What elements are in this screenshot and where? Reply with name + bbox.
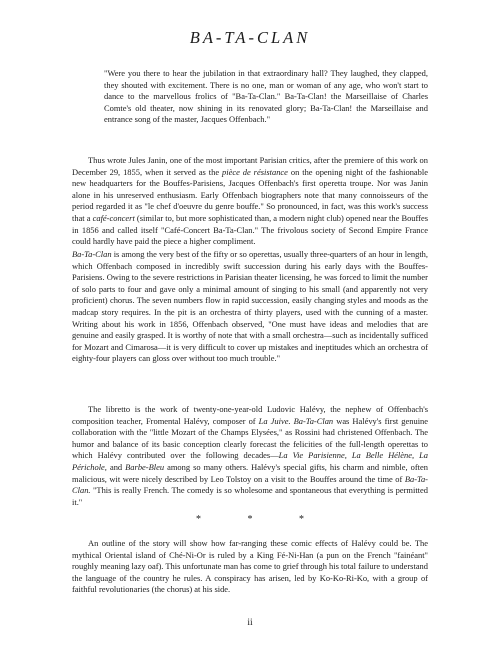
paragraph-janin bbox=[72, 155, 428, 248]
text-run: "This is really French. The comedy is so wholesome and spontaneous that everything is permitted it." bbox=[72, 485, 428, 507]
italic-run: La Juive. Ba-Ta-Clan bbox=[258, 415, 334, 426]
text-run: (similar to, but more sophisticated than, a modern night club) opened near the Bouffes in 1856 and called itself "Café-Concert Ba-Ta-Clan." The frivolous society of Second Empire France could hardly have paid the piece a higher compliment. bbox=[72, 212, 429, 247]
text-run: on the opening night of the fashionable new headquarters for the Bouffes-Parisiens, Jacques Offenbach's first operetta troupe. Nor was Janin alone in his unreserved enthusiasm. Early Offenbach biographers note that many connoisseurs of the period regarded it as "le chef d'oeuvre du genre bouffe." So pronounced, in fact, was this work's success that a bbox=[72, 166, 428, 223]
italic-run: pièce de résistance bbox=[222, 166, 288, 177]
paragraph-libretto bbox=[72, 404, 428, 508]
italic-run: Barbe-Bleu bbox=[125, 461, 165, 472]
text-run: and bbox=[106, 461, 126, 472]
text-run: was Halévy's first genuine collaboration with the "little Mozart of the Champs Elysées," as Rossini had christened Offenbach. The humor and balance of its basic conception clearly forecast the felicities of the full-length operettas to which Halévy contributed over the following decades— bbox=[72, 415, 429, 461]
text-run: Thus wrote Jules Janin, one of the most important Parisian critics, after the premiere of this work on December 29, 1855, when it served as the bbox=[72, 155, 428, 177]
page-number: ii bbox=[247, 618, 253, 628]
italic-run: La Vie Parisienne, La Belle Hélène, La Périchole, bbox=[72, 450, 428, 472]
text-run: The libretto is the work of twenty-one-year-old Ludovic Halévy, the nephew of Offenbach's composition teacher, Fromental Halévy, composer of bbox=[72, 404, 428, 426]
section-divider: * * * bbox=[196, 514, 326, 525]
italic-run: Ba-Ta-Clan. bbox=[72, 473, 428, 496]
text-run: among so many others. Halévy's special gifts, his charm and nimble, often malicious, wit were nicely described by Leo Tolstoy on a visit to the Bouffes around the time of bbox=[72, 461, 428, 484]
paragraph-story-outline: An outline of the story will show how far-ranging these comic effects of Halévy could be. The mythical Oriental island of Ché-Ni-Or is ruled by a King Fé-Ni-Han (a pun on the French "fainéant" roughly meaning lazy oaf). This unfortunate man has come to grief through his total failure to understand the language of the country he rules. A conspiracy has arisen, led by Ko-Ko-Ri-Ko, with a group of faithful revolutionaries (the chorus) at his side. bbox=[72, 538, 428, 595]
text-run: is among the very best of the fifty or so operettas, usually three-quarters of an hour in length, which Offenbach composed in incredibly swift succession during his early days with the Bouffes-Parisiens. Owing to the severe restrictions in Parisian theater licensing, he was forced to limit the number of solo parts to four and gave only a minimal amount of singing to his small (and apparently not very proficient) chorus. The seven numbers flow in rapid succession, easily changing styles and moods as the madcap story requires. In the pit is an orchestra of thirty players, used with the cunning of a master. Writing about his work in 1856, Offenbach observed, "One must have ideas and melodies that are genuine and easily grasped. It is worthy of note that with a small orchestra—such as incidentally sufficed for Mozart and Cimarosa—it is very difficult to cover up mistakes and ineptitudes which an orchestra of eighty-four players can gloss over without too much trouble." bbox=[72, 249, 428, 364]
page-title: BA-TA-CLAN bbox=[189, 28, 311, 47]
italic-run: café-concert bbox=[92, 212, 135, 223]
italic-run: Ba-Ta-Clan bbox=[72, 249, 112, 259]
janin-quote: "Were you there to hear the jubilation in that extraordinary hall? They laughed, they clapped, they shouted with excitement. There is no one, man or woman of any age, who won't start to dance to the marvellous frolics of "Ba-Ta-Clan." Ba-Ta-Clan! the Marseillaise of Charles Comte's old theater, now shining in its renovated glory; Ba-Ta-Clan! the Marseillaise and entrance song of the master, Jacques Offenbach." bbox=[104, 68, 428, 125]
paragraph-operettas bbox=[72, 249, 428, 365]
